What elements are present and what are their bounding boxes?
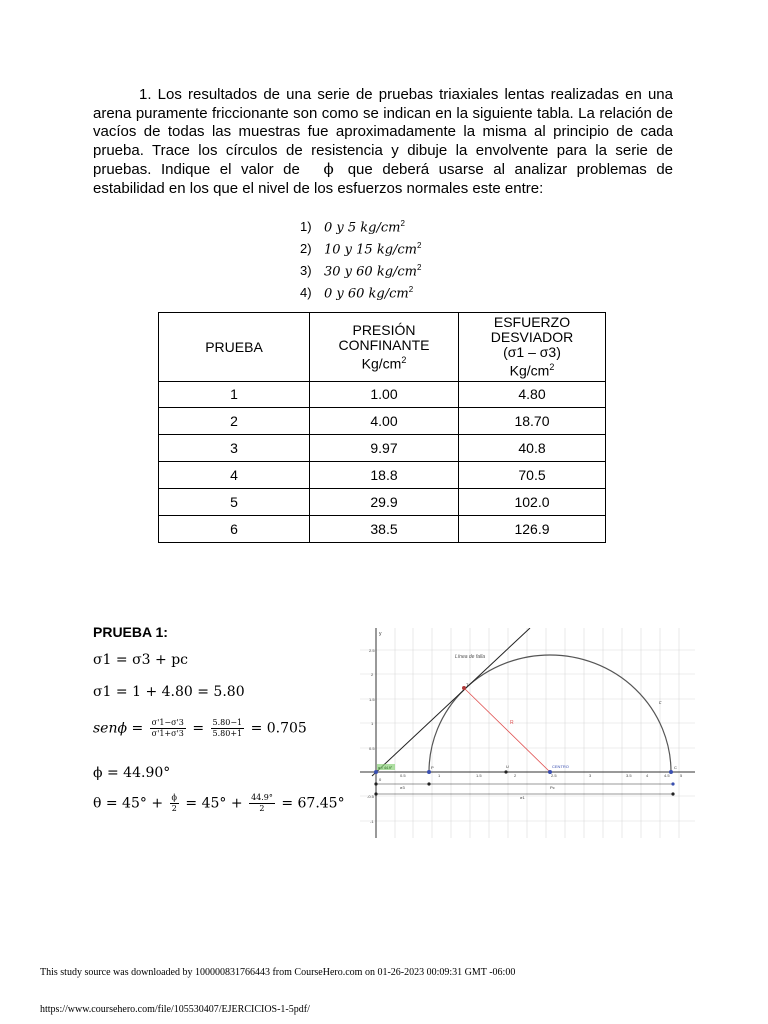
y-tick-label: 2 bbox=[371, 672, 374, 677]
table-row bbox=[159, 489, 606, 516]
figure-background bbox=[360, 628, 695, 838]
range-number: 3) bbox=[300, 263, 312, 279]
table-row bbox=[159, 435, 606, 462]
table-row bbox=[159, 408, 606, 435]
equation-sen-phi: senϕ = $\frac{\sigma'1-\sigma'3}{\sigma'1+\sigma'3}$ = $\frac{5.80-1}{5.80+1}$ = 0.705 bbox=[93, 718, 307, 738]
cell-prueba: 5 bbox=[159, 489, 310, 516]
header-esfuerzo: ESFUERZO DESVIADOR (σ1 – σ3) $Kg/cm^2$ bbox=[459, 313, 606, 382]
point-origin bbox=[374, 770, 378, 774]
cell-presion: 38.5 bbox=[310, 516, 459, 543]
eq3-lhs: senϕ = bbox=[93, 720, 144, 737]
cell-prueba: 3 bbox=[159, 435, 310, 462]
cell-esfuerzo: 126.9 bbox=[459, 516, 606, 543]
mid-point-label: U bbox=[506, 764, 509, 769]
cell-esfuerzo: 40.8 bbox=[459, 435, 606, 462]
cell-esfuerzo: 102.0 bbox=[459, 489, 606, 516]
range-exponent: 2 bbox=[417, 241, 422, 250]
cell-presion: 9.97 bbox=[310, 435, 459, 462]
sigma1-segment-label: σ1 bbox=[520, 795, 525, 800]
range-expression: 0 y 5 kg/cm bbox=[324, 220, 401, 236]
header-presion-unit: Kg/cm bbox=[361, 355, 402, 372]
x-tick-label: 1.5 bbox=[476, 773, 482, 778]
header-presion-line2: CONFINANTE bbox=[338, 336, 430, 353]
cell-prueba: 4 bbox=[159, 462, 310, 489]
triaxial-results-table bbox=[158, 312, 606, 543]
footer-source: This study source was downloaded by 100000831766443 from CourseHero.com on 01-26-2023 00:09:31 GMT -06:00 bbox=[40, 967, 516, 978]
y-tick-label: 2.5 bbox=[369, 648, 375, 653]
equation-phi-value: ϕ = 44.90° bbox=[93, 765, 171, 781]
prueba1-heading: PRUEBA 1: bbox=[93, 624, 168, 640]
problem-statement bbox=[93, 86, 673, 198]
phi-symbol: ϕ bbox=[323, 160, 334, 178]
x-tick-label: 4.5 bbox=[664, 773, 670, 778]
header-presion-line1: PRESIÓN bbox=[352, 321, 416, 338]
range-expression: 30 y 60 kg/cm bbox=[324, 264, 418, 280]
range-item-3 bbox=[300, 263, 421, 279]
footer-url[interactable]: https://www.coursehero.com/file/105530407/EJERCICIOS-1-5pdf/ bbox=[40, 1004, 310, 1015]
problem-number: 1. bbox=[139, 86, 152, 103]
point-sigma1 bbox=[669, 770, 673, 774]
sigma1-point-label: C bbox=[674, 765, 677, 770]
sigma3-point-label: P bbox=[431, 765, 434, 770]
x-tick-label: 2.5 bbox=[551, 773, 557, 778]
y-tick-label: 0.5 bbox=[369, 746, 375, 751]
y-tick-label: -0.5 bbox=[367, 794, 374, 799]
header-esfuerzo-line2: DESVIADOR bbox=[490, 329, 574, 346]
point-seg bbox=[671, 782, 674, 785]
x-tick-label: 5 bbox=[680, 773, 683, 778]
range-item-4 bbox=[300, 285, 413, 301]
point-mid bbox=[504, 770, 507, 773]
angle-label: α = 44.9° bbox=[378, 766, 393, 770]
fraction: $\frac{5.80-1}{5.80+1}$ bbox=[212, 718, 243, 738]
cell-prueba: 6 bbox=[159, 516, 310, 543]
equation-sigma1-def: σ1 = σ3 + pc bbox=[93, 652, 188, 668]
cell-presion: 29.9 bbox=[310, 489, 459, 516]
eq3-result: = 0.705 bbox=[250, 720, 307, 737]
y-tick-label: 1.5 bbox=[369, 697, 375, 702]
range-exponent: 2 bbox=[400, 219, 405, 228]
tangent-point-label: T bbox=[466, 682, 469, 687]
header-esfuerzo-unit: Kg/cm bbox=[509, 362, 550, 379]
point-seg bbox=[374, 792, 377, 795]
pc-segment-label: Pc bbox=[550, 785, 555, 790]
header-esfuerzo-formula: (σ1 – σ3) bbox=[503, 344, 561, 361]
cell-prueba: 1 bbox=[159, 382, 310, 408]
x-tick-label: 1 bbox=[438, 773, 441, 778]
y-axis-label: y bbox=[379, 631, 382, 637]
failure-line-label: Línea de falla bbox=[455, 654, 486, 660]
point-seg bbox=[374, 782, 377, 785]
mohr-circle-figure bbox=[360, 628, 695, 838]
point-seg bbox=[427, 782, 430, 785]
cell-esfuerzo: 70.5 bbox=[459, 462, 606, 489]
x-tick-label: 3 bbox=[589, 773, 592, 778]
table-row bbox=[159, 516, 606, 543]
range-expression: 10 y 15 kg/cm bbox=[324, 242, 418, 258]
point-center bbox=[548, 770, 552, 774]
x-tick-label: 2 bbox=[514, 773, 517, 778]
equation-sigma1-value: σ1 = 1 + 4.80 = 5.80 bbox=[93, 684, 245, 700]
header-prueba: PRUEBA bbox=[159, 313, 310, 382]
fraction: $\frac{44.9^\circ}{2}$ bbox=[251, 793, 273, 813]
table-header-row bbox=[159, 313, 606, 382]
cell-presion: 18.8 bbox=[310, 462, 459, 489]
radius-label: R bbox=[510, 720, 514, 726]
range-number: 4) bbox=[300, 285, 312, 301]
cell-presion: 1.00 bbox=[310, 382, 459, 408]
cell-prueba: 2 bbox=[159, 408, 310, 435]
y-tick-label: 1 bbox=[371, 721, 374, 726]
range-number: 2) bbox=[300, 241, 312, 257]
origin-label: 0 bbox=[379, 777, 382, 782]
fraction: $\frac{\sigma'1-\sigma'3}{\sigma'1+\sigma'3}$ bbox=[151, 718, 184, 738]
cell-presion: 4.00 bbox=[310, 408, 459, 435]
equation-theta: θ = 45° + $\frac{\phi}{2}$ = 45° + $\frac{44.9^\circ}{2}$ = 67.45° bbox=[93, 793, 345, 813]
range-exponent: 2 bbox=[408, 285, 414, 294]
problem-text-after: que deberá usarse al analizar problemas de estabilidad en los que el nivel de los esfuerzos normales este entre: bbox=[93, 161, 674, 197]
circle-label: c bbox=[659, 700, 662, 706]
cell-esfuerzo: 4.80 bbox=[459, 382, 606, 408]
center-label: CENTRO bbox=[552, 764, 569, 769]
table-row bbox=[159, 382, 606, 408]
sigma3-segment-label: σ3 bbox=[400, 785, 405, 790]
cell-esfuerzo: 18.70 bbox=[459, 408, 606, 435]
x-tick-label: 3.5 bbox=[626, 773, 632, 778]
table-row bbox=[159, 462, 606, 489]
fraction: $\frac{\phi}{2}$ bbox=[171, 793, 177, 813]
y-tick-label: -1 bbox=[370, 819, 374, 824]
header-esfuerzo-line1: ESFUERZO bbox=[493, 314, 571, 331]
point-sigma3 bbox=[427, 770, 431, 774]
x-tick-label: 0.5 bbox=[400, 773, 406, 778]
problem-text: Los resultados de una serie de pruebas triaxiales lentas realizadas en una arena puramente friccionante son como se indican en la siguiente tabla. La relación de vacíos de todas las muestras fue aproximadamente la misma al principio de cada prueba. Trace los círculos de resistencia y dibuje la envolvente para la serie de pruebas. Indique el valor de bbox=[93, 86, 673, 178]
range-item-2 bbox=[300, 241, 421, 257]
range-expression: 0 y 60 kg/cm bbox=[324, 286, 409, 302]
range-number: 1) bbox=[300, 219, 312, 235]
x-tick-label: 4 bbox=[646, 773, 649, 778]
header-presion: PRESIÓN CONFINANTE $Kg/cm^2$ bbox=[310, 313, 459, 382]
range-item-1 bbox=[300, 219, 405, 235]
range-exponent: 2 bbox=[417, 263, 422, 272]
point-seg bbox=[671, 792, 674, 795]
